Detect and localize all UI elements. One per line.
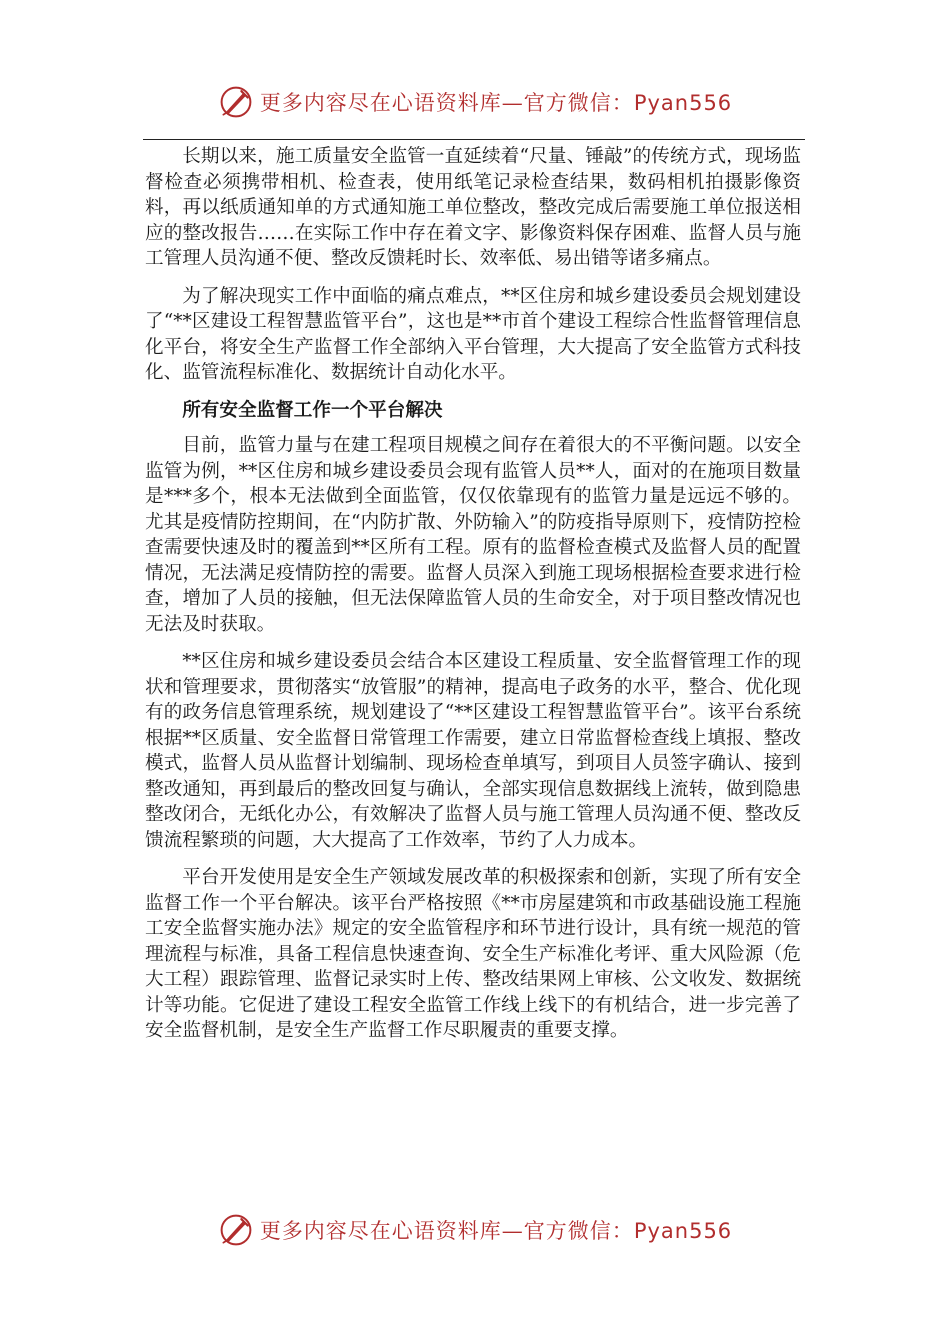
header-divider [143,139,805,140]
banner-text: 更多内容尽在心语资料库—官方微信：Pyan556 [259,1219,733,1243]
paragraph: 目前，监管力量与在建工程项目规模之间存在着很大的不平衡问题。以安全监管为例，**区住房和城乡建设委员会现有监管人员**人，面对的在施项目数量是***多个，根本无法做到全面监管，仅仅依靠现有的监管力量是远远不够的。尤其是疫情防控期间，在“内防扩散、外防输入”的防疫指导原则下，疫情防控检查需要快速及时的覆盖到**区所有工程。原有的监督检查模式及监督人员的配置情况，无法满足疫情防控的需要。监督人员深入到施工现场根据检查要求进行检查，增加了人员的接触，但无法保障监管人员的生命安全，对于项目整改情况也无法及时获取。 [145,435,801,635]
document-body [145,144,801,1056]
header-banner [0,80,950,124]
pen-logo-icon [218,84,254,120]
paragraph: **区住房和城乡建设委员会结合本区建设工程质量、安全监督管理工作的现状和管理要求，贯彻落实“放管服”的精神，提高电子政务的水平，整合、优化现有的政务信息管理系统，规划建设了“**区建设工程智慧监管平台”。该平台系统根据**区质量、安全监督日常管理工作需要，建立日常监督检查线上填报、整改模式，监督人员从监督计划编制、现场检查单填写，到项目人员签字确认、接到整改通知，再到最后的整改回复与确认，全部实现信息数据线上流转，做到隐患整改闭合，无纸化办公，有效解决了监督人员与施工管理人员沟通不便、整改反馈流程繁琐的问题，大大提高了工作效率，节约了人力成本。 [145,651,801,851]
paragraph: 长期以来，施工质量安全监管一直延续着“尺量、锤敲”的传统方式，现场监督检查必须携带相机、检查表，使用纸笔记录检查结果，数码相机拍摄影像资料，再以纸质通知单的方式通知施工单位整改，整改完成后需要施工单位报送相应的整改报告……在实际工作中存在着文字、影像资料保存困难、监督人员与施工管理人员沟通不便、整改反馈耗时长、效率低、易出错等诸多痛点。 [145,146,801,269]
pen-logo-icon [218,1212,254,1248]
footer-banner [0,1208,950,1252]
paragraph: 为了解决现实工作中面临的痛点难点，**区住房和城乡建设委员会规划建设了“**区建设工程智慧监管平台”，这也是**市首个建设工程综合性监督管理信息化平台，将安全生产监督工作全部纳入平台管理，大大提高了安全监管方式科技化、监管流程标准化、数据统计自动化水平。 [145,285,801,383]
banner-text: 更多内容尽在心语资料库—官方微信：Pyan556 [259,91,733,115]
section-heading: 所有安全监督工作一个平台解决 [182,399,443,421]
paragraph: 平台开发使用是安全生产领域发展改革的积极探索和创新，实现了所有安全监督工作一个平台解决。该平台严格按照《**市房屋建筑和市政基础设施工程施工安全监督实施办法》规定的安全监管程序和环节进行设计，具有统一规范的管理流程与标准，具备工程信息快速查询、安全生产标准化考评、重大风险源（危大工程）跟踪管理、监督记录实时上传、整改结果网上审核、公文收发、数据统计等功能。它促进了建设工程安全监管工作线上线下的有机结合，进一步完善了安全监督机制，是安全生产监督工作尽职履责的重要支撑。 [145,867,801,1041]
